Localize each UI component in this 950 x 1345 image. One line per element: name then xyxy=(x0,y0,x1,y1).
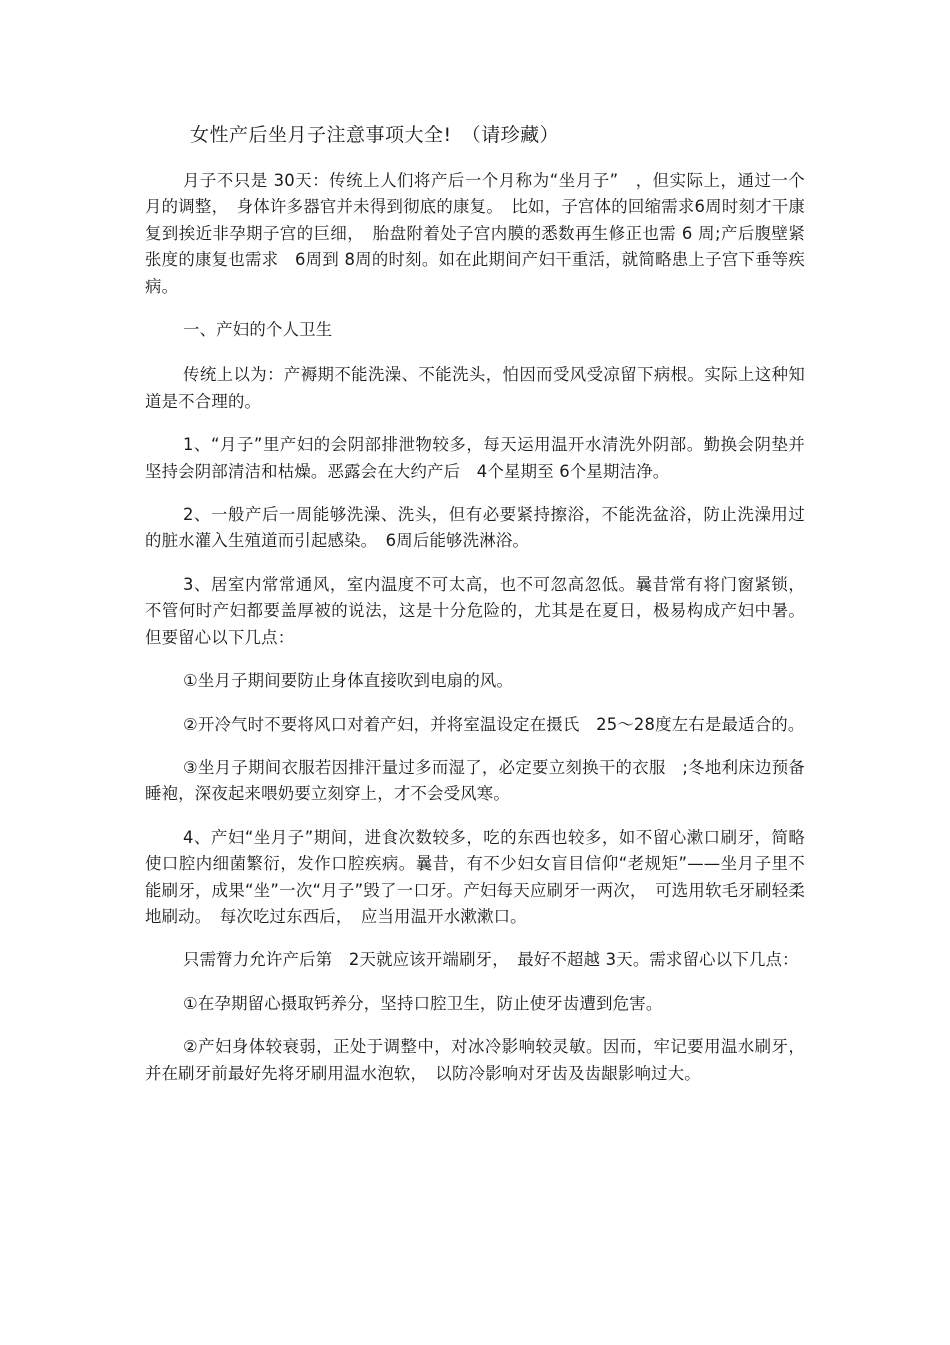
paragraph-intro: 月子不只是 30天：传统上人们将产后一个月称为“坐月子” ，但实际上，通过一个月的调整， 身体许多器官并未得到彻底的康复。 比如，子宫体的回缩需求6周时刻才干康复到挨近非孕期子宫的巨细， 胎盘附着处子宫内膜的悉数再生修正也需 6 周;产后腹壁紧张度的康复也需求 6周到 8周的时刻。如在此期间产妇干重活，就简略患上子宫下垂等疾病。 xyxy=(145,171,805,296)
paragraph-subitem-fan: ①坐月子期间要防止身体直接吹到电扇的风。 xyxy=(183,671,514,691)
paragraph-tradition: 传统上以为：产褥期不能洗澡、不能洗头，怕因而受风受凉留下病根。实际上这种知道是不合理的。 xyxy=(145,365,805,411)
paragraph-item-4: 4、产妇“坐月子”期间，进食次数较多，吃的东西也较多，如不留心漱口刷牙，简略使口腔内细菌繁衍，发作口腔疾病。曩昔，有不少妇女盲目信仰“老规矩”——坐月子里不能刷牙，成果“坐”一次“月子”毁了一口牙。产妇每天应刷牙一两次， 可选用软毛牙刷轻柔地刷动。 每次吃过东西后， 应当用温开水漱漱口。 xyxy=(145,827,805,926)
paragraph-subitem-calcium: ①在孕期留心摄取钙养分，坚持口腔卫生，防止使牙齿遭到危害。 xyxy=(183,993,663,1013)
paragraph-item-2: 2、一般产后一周能够洗澡、洗头，但有必要紧持擦浴，不能洗盆浴，防止洗澡用过的脏水灌入生殖道而引起感染。 6周后能够洗淋浴。 xyxy=(145,505,805,551)
paragraph-subitem-warm-water: ②产妇身体较衰弱，正处于调整中，对冰冷影响较灵敏。因而，牢记要用温水刷牙，并在刷牙前最好先将牙刷用温水泡软， 以防冷影响对牙齿及齿龈影响过大。 xyxy=(145,1037,805,1083)
paragraph-item-1: 1、“月子”里产妇的会阴部排泄物较多，每天运用温开水清洗外阴部。勤换会阴垫并坚持会阴部清洁和枯燥。恶露会在大约产后 4个星期至 6个星期洁净。 xyxy=(145,435,805,481)
section-heading-hygiene: 一、产妇的个人卫生 xyxy=(183,320,333,340)
document-title: 女性产后坐月子注意事项大全! （请珍藏） xyxy=(190,124,560,146)
paragraph-brushing: 只需膂力允许产后第 2天就应该开端刷牙， 最好不超越 3天。需求留心以下几点： xyxy=(183,950,799,970)
paragraph-subitem-clothes: ③坐月子期间衣服若因排汗量过多而湿了，必定要立刻换干的衣服 ;冬地利床边预备睡袍，深夜起来喂奶要立刻穿上，才不会受风寒。 xyxy=(145,757,805,804)
document-body xyxy=(145,168,805,1104)
paragraph-subitem-aircon: ②开冷气时不要将风口对着产妇，并将室温设定在摄氏 25～28度左右是最适合的。 xyxy=(183,714,805,734)
paragraph-item-3: 3、居室内常常通风，室内温度不可太高，也不可忽高忽低。曩昔常有将门窗紧锁，不管何时产妇都要盖厚被的说法，这是十分危险的，尤其是在夏日，极易构成产妇中暑。但要留心以下几点： xyxy=(145,574,805,647)
